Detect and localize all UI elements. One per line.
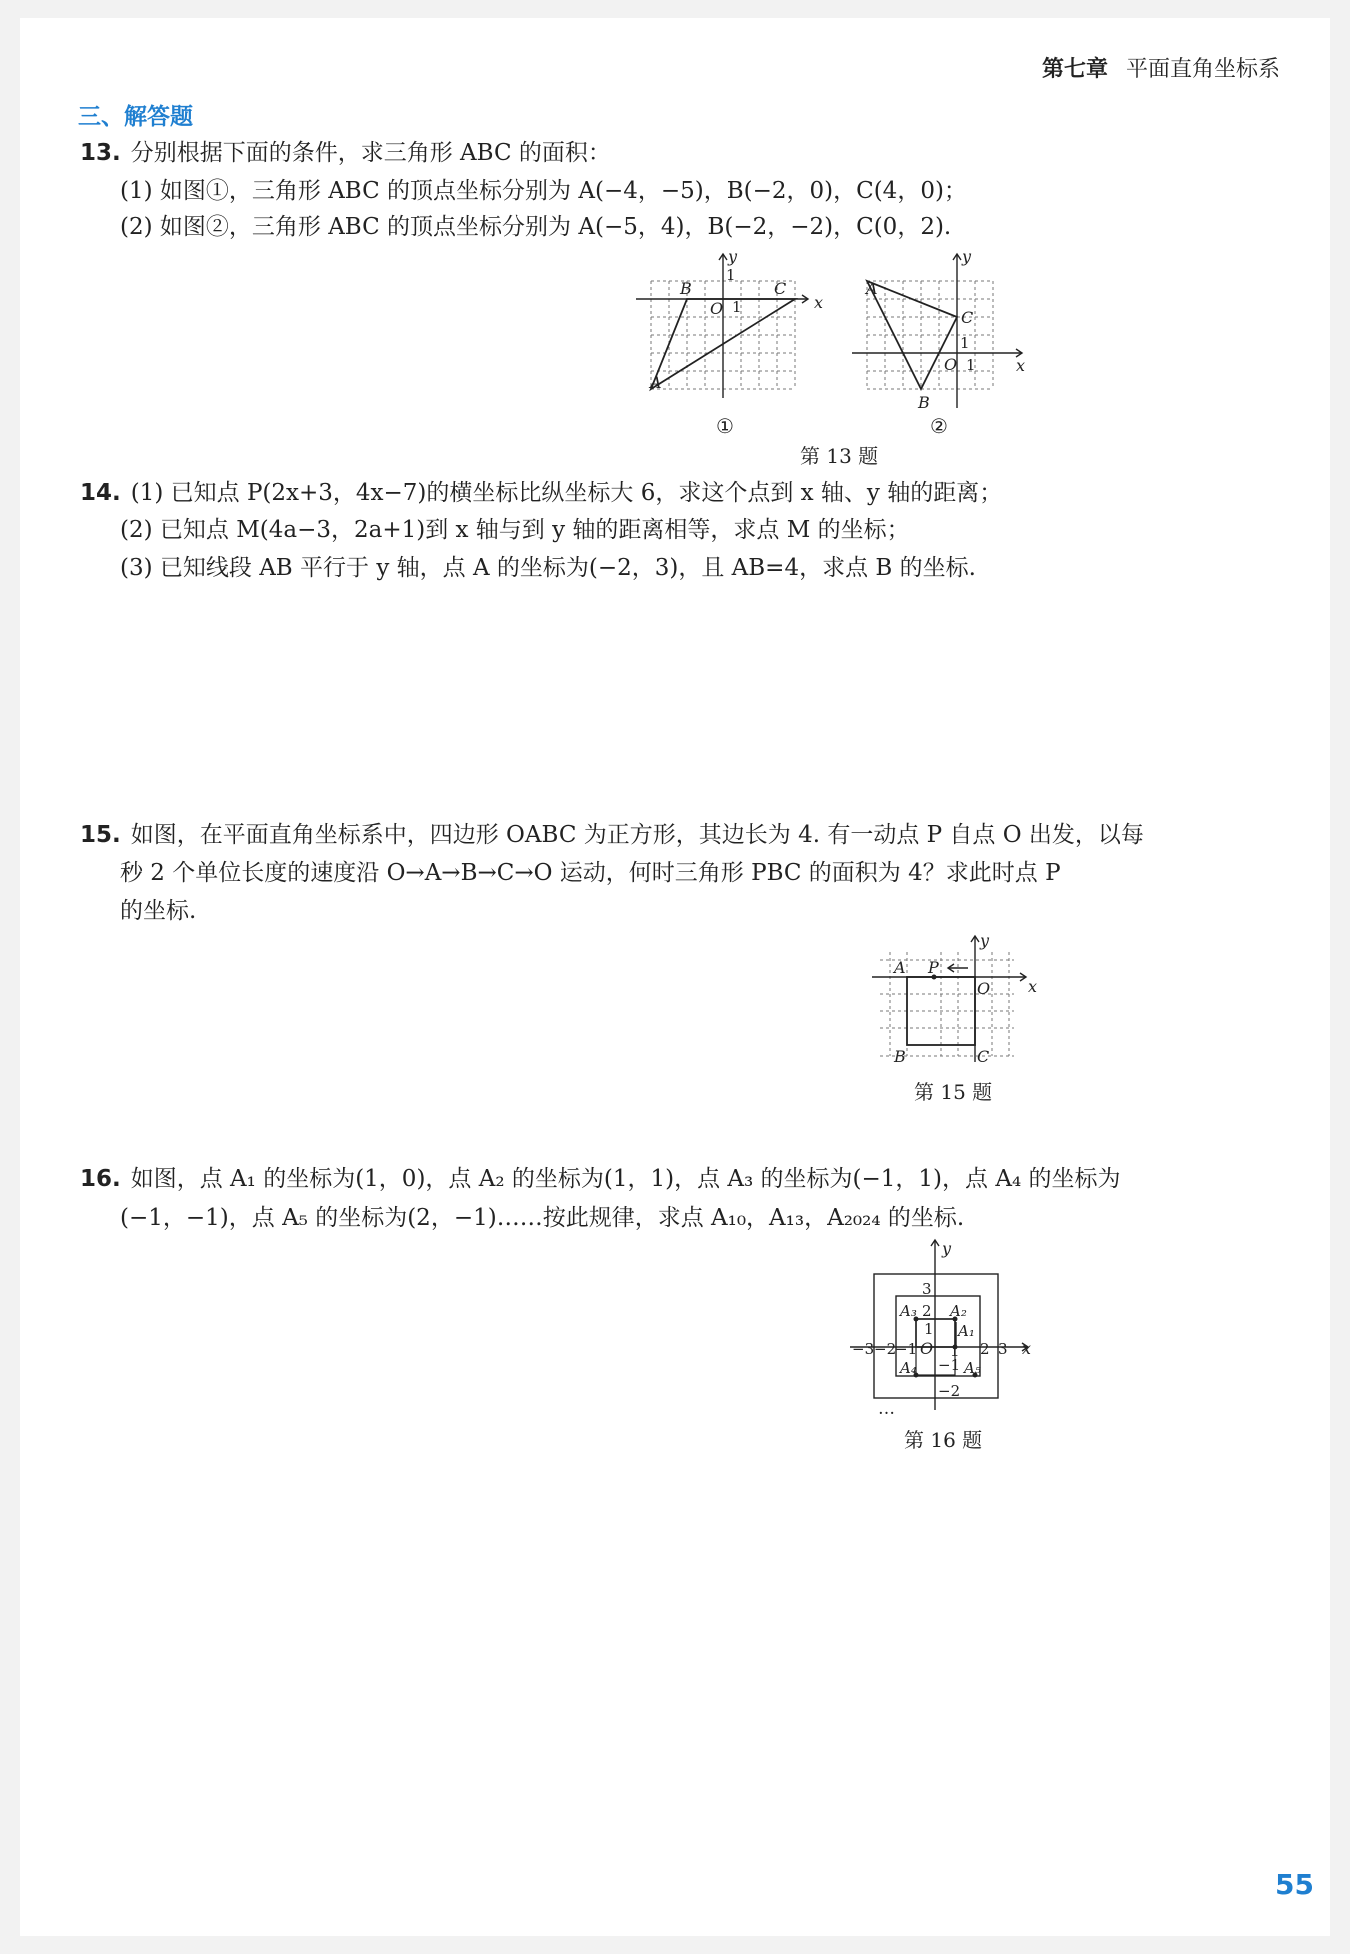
section-title: 三、解答题 <box>78 104 193 130</box>
q16-line1 <box>80 1166 1120 1194</box>
point-B-label: B <box>680 279 692 298</box>
q14-part3: (3) 已知线段 AB 平行于 y 轴，点 A 的坐标为(−2，3)，且 AB=4，求点 B 的坐标. <box>120 555 976 581</box>
tick-3-x: 3 <box>998 1340 1008 1358</box>
chapter-label: 第七章 <box>1041 57 1108 82</box>
origin-label: O <box>710 299 724 318</box>
x-axis-label: x <box>814 293 824 312</box>
point-B-label: B <box>918 393 930 412</box>
q15-line1 <box>80 822 1144 850</box>
q15-text-1: 如图，在平面直角坐标系中，四边形 OABC 为正方形，其边长为 4. 有一动点 P 自点 O 出发，以每 <box>130 822 1144 848</box>
point-B-label: B <box>894 1047 906 1066</box>
point-A2-label: A₂ <box>950 1302 967 1320</box>
x-axis-label: x <box>1028 977 1038 996</box>
tick-1-y: 1 <box>960 334 970 352</box>
tick-neg2-x: −2 <box>874 1340 897 1358</box>
figure-15 <box>868 930 1038 1070</box>
point-C-label: C <box>774 279 787 298</box>
tick-1-x: 1 <box>966 356 976 374</box>
page-number: 55 <box>1275 1868 1314 1901</box>
q14-part1-line <box>80 480 1002 508</box>
q15-line3: 的坐标. <box>120 898 197 924</box>
tick-1-y: 1 <box>726 266 736 284</box>
point-C-label: C <box>977 1047 990 1066</box>
point-A-label: A <box>866 279 878 298</box>
origin-label: O <box>920 1339 934 1358</box>
q15-line2: 秒 2 个单位长度的速度沿 O→A→B→C→O 运动，何时三角形 PBC 的面积为 4？求此时点 P <box>120 860 1061 886</box>
tick-3-y: 3 <box>922 1280 932 1298</box>
tick-2-y: 2 <box>922 1302 932 1320</box>
tick-1-x: 1 <box>950 1342 960 1360</box>
q13-caption: 第 13 题 <box>800 444 879 468</box>
continuation-dots: … <box>878 1399 895 1419</box>
q14-part2: (2) 已知点 M(4a−3，2a+1)到 x 轴与到 y 轴的距离相等，求点 M 的坐标； <box>120 517 910 543</box>
q13-number: 13. <box>80 140 121 166</box>
q13-part1: (1) 如图①，三角形 ABC 的顶点坐标分别为 A(−4，−5)，B(−2，0)，C(4，0)； <box>120 178 967 204</box>
tick-neg2-y: −2 <box>938 1382 961 1400</box>
q16-number: 16. <box>80 1166 121 1192</box>
tick-2-x: 2 <box>980 1340 990 1358</box>
page-header <box>1042 52 1280 83</box>
q15-number: 15. <box>80 822 121 848</box>
figure-13-1 <box>636 248 836 448</box>
x-axis-label: x <box>1022 1339 1032 1358</box>
q16-text-1: 如图，点 A₁ 的坐标为(1，0)，点 A₂ 的坐标为(1，1)，点 A₃ 的坐标为(−1，1)，点 A₄ 的坐标为 <box>130 1166 1121 1192</box>
point-A3-label: A₃ <box>900 1302 917 1320</box>
q14-number: 14. <box>80 480 121 506</box>
origin-label: O <box>944 355 958 374</box>
tick-neg1-x: −1 <box>895 1340 918 1358</box>
figure-13-2-label: ② <box>930 414 948 438</box>
y-axis-label: y <box>942 1239 952 1258</box>
q15-caption: 第 15 题 <box>914 1080 993 1104</box>
q13-text: 分别根据下面的条件，求三角形 ABC 的面积： <box>130 140 611 166</box>
q16-caption: 第 16 题 <box>904 1428 983 1452</box>
q16-line2: (−1，−1)，点 A₅ 的坐标为(2，−1)……按此规律，求点 A₁₀，A₁₃，A₂₀₂₄ 的坐标. <box>120 1205 965 1231</box>
point-A-label: A <box>894 958 906 977</box>
tick-neg1-y: −1 <box>938 1356 961 1374</box>
tick-1-y: 1 <box>924 1320 934 1338</box>
point-A5-label: A₅ <box>964 1359 981 1377</box>
point-A4-label: A₄ <box>900 1359 917 1377</box>
tick-1-x: 1 <box>732 298 742 316</box>
tick-neg3-x: −3 <box>852 1340 875 1358</box>
origin-label: O <box>977 979 991 998</box>
point-C-label: C <box>961 308 974 327</box>
y-axis-label: y <box>980 931 990 950</box>
q13-stem <box>80 140 611 168</box>
x-axis-label: x <box>1016 356 1026 375</box>
q14-part1: (1) 已知点 P(2x+3，4x−7)的横坐标比纵坐标大 6，求这个点到 x 轴、y 轴的距离； <box>130 480 1003 506</box>
point-A-label: A <box>650 373 662 392</box>
q13-part2: (2) 如图②，三角形 ABC 的顶点坐标分别为 A(−5，4)，B(−2，−2)，C(0，2). <box>120 214 952 240</box>
figure-13-1-label: ① <box>716 414 734 438</box>
point-A1-label: A₁ <box>958 1322 975 1340</box>
y-axis-label: y <box>728 248 738 266</box>
point-P-label: P <box>928 958 939 977</box>
chapter-title: 平面直角坐标系 <box>1125 57 1280 82</box>
y-axis-label: y <box>962 248 972 266</box>
figure-16 <box>850 1236 1040 1420</box>
